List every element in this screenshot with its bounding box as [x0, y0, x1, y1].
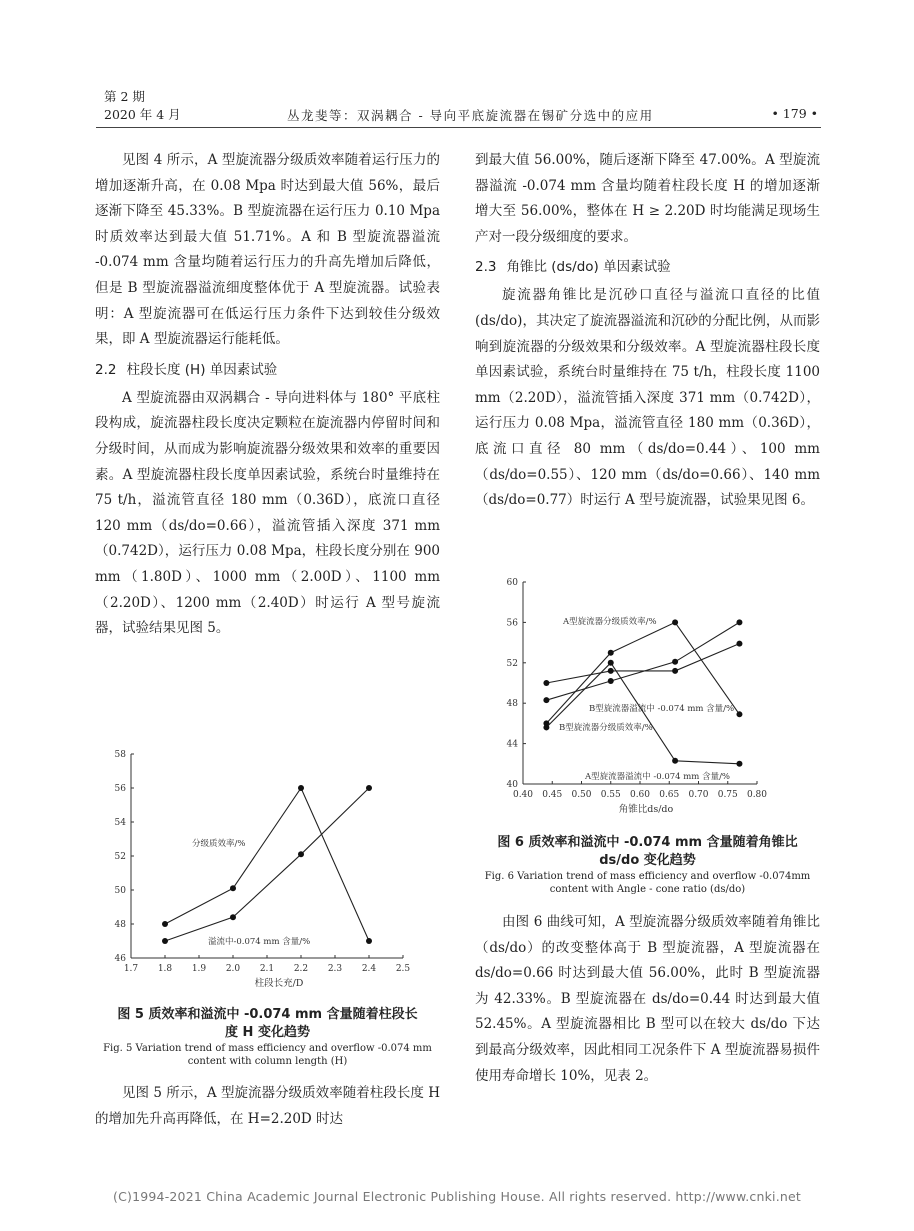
figure-6 — [475, 574, 820, 896]
data-point — [736, 761, 742, 767]
data-point — [543, 680, 549, 686]
data-point — [230, 885, 236, 891]
section-2-2-heading — [95, 358, 440, 382]
section-2-3-heading — [475, 255, 820, 279]
x-tick-label: 2.5 — [395, 964, 411, 974]
y-tick-label: 58 — [114, 750, 126, 760]
y-tick-label: 52 — [114, 852, 126, 862]
right-column-bottom — [475, 910, 820, 1091]
figure-6-chart — [475, 574, 820, 830]
section-2-2-title: 柱段长度 (H) 单因素试验 — [126, 361, 278, 378]
copyright-footer: (C)1994-2021 China Academic Journal Electronic Publishing House. All rights reserved. http://www.cnki.net — [113, 1189, 801, 1204]
series-label: A型旋流器分级质效率/% — [563, 617, 657, 627]
x-tick-label: 0.55 — [600, 790, 621, 800]
data-point — [736, 641, 742, 647]
x-tick-label: 0.75 — [717, 790, 738, 800]
figure-5-caption-en-line2: content with column length (H) — [187, 1056, 348, 1067]
data-point — [298, 785, 304, 791]
data-point — [543, 724, 549, 730]
section-2-3-number: 2.3 — [475, 259, 497, 276]
figure-5 — [95, 744, 440, 1068]
figure-6-caption-zh-line2: ds/do 变化趋势 — [599, 853, 696, 868]
data-point — [162, 921, 168, 927]
y-tick-label: 46 — [114, 954, 126, 964]
page-number: • 179 • — [771, 106, 818, 121]
x-tick-label: 2.2 — [293, 964, 309, 974]
x-axis-label: 柱段长充/D — [254, 978, 304, 989]
left-column-bottom — [95, 1081, 440, 1134]
figure-6-caption-zh — [475, 834, 820, 870]
y-tick-label: 54 — [114, 818, 126, 828]
figure-6-caption-zh-line1: 图 6 质效率和溢流中 -0.074 mm 含量随着角锥比 — [497, 835, 798, 850]
issue-date: 2020 年 4 月 — [104, 107, 181, 122]
figure-6-caption-en-line1: Fig. 6 Variation trend of mass efficiency and overflow -0.074mm — [484, 871, 811, 882]
issue-number: 第 2 期 — [104, 89, 145, 104]
issue-info — [104, 88, 181, 124]
left-paragraph-3: 见图 5 所示，A 型旋流器分级质效率随着柱段长度 H 的增加先升高再降低，在 H=2.20D 时达 — [95, 1085, 440, 1127]
left-column — [95, 148, 440, 644]
right-paragraph-3: 由图 6 曲线可知，A 型旋流器分级质效率随着角锥比（ds/do）的改变整体高于 B 型旋流器，A 型旋流器在 ds/do=0.66 时达到最大值 56.00%，此时 B 型旋流器为 42.33%。B 型旋流器在 ds/do=0.44 时达到最大值 52.45%。A 型旋流器相比 B 型可以在较大 ds/do 下达到最高分级效率，因此相同工况条件下 A 型旋流器易损件使用寿命增长 10%，见表 2。 — [475, 914, 820, 1084]
y-tick-label: 48 — [114, 920, 126, 930]
data-point — [366, 938, 372, 944]
data-point — [230, 914, 236, 920]
x-tick-label: 2.1 — [259, 964, 275, 974]
figure-6-caption-en-line2: content with Angle - cone ratio (ds/do) — [549, 884, 746, 895]
header-rule — [96, 127, 821, 128]
figure-5-caption-en — [95, 1042, 440, 1068]
x-tick-label: 0.80 — [746, 790, 768, 800]
figure-6-caption-en — [475, 870, 820, 896]
data-point — [366, 785, 372, 791]
series-label: 溢流中-0.074 mm 含量/% — [208, 937, 311, 947]
data-point — [608, 660, 614, 666]
series-label: B型旋流器分级质效率/% — [559, 723, 653, 733]
figure-5-caption-zh-line1: 图 5 质效率和溢流中 -0.074 mm 含量随着柱段长 — [117, 1007, 418, 1022]
data-point — [672, 758, 678, 764]
x-tick-label: 0.65 — [659, 790, 680, 800]
figure-5-caption-en-line1: Fig. 5 Variation trend of mass efficiency and overflow -0.074 mm — [103, 1043, 432, 1054]
data-point — [608, 678, 614, 684]
x-tick-label: 0.45 — [542, 790, 563, 800]
data-point — [672, 659, 678, 665]
series-line — [546, 644, 739, 683]
figure-5-caption-zh — [95, 1006, 440, 1042]
data-point — [162, 938, 168, 944]
right-paragraph-1: 到最大值 56.00%，随后逐渐下降至 47.00%。A 型旋流器溢流 -0.074 mm 含量均随着柱段长度 H 的增加逐渐增大至 56.00%，整体在 H ≥ 2.20D 时均能满足现场生产对一段分级细度的要求。 — [475, 152, 820, 245]
x-tick-label: 2.3 — [327, 964, 343, 974]
data-point — [608, 668, 614, 674]
x-tick-label: 0.60 — [629, 790, 651, 800]
y-tick-label: 50 — [114, 886, 126, 896]
x-tick-label: 1.9 — [191, 964, 207, 974]
x-axis-label: 角锥比ds/do — [618, 804, 674, 815]
y-tick-label: 40 — [506, 780, 518, 790]
section-2-3-title: 角锥比 (ds/do) 单因素试验 — [506, 259, 671, 276]
running-title: 丛龙斐等：双涡耦合 - 导向平底旋流器在锡矿分选中的应用 — [287, 108, 654, 123]
data-point — [543, 697, 549, 703]
section-2-2-number: 2.2 — [95, 361, 117, 378]
y-tick-label: 60 — [506, 578, 518, 588]
y-tick-label: 44 — [506, 739, 518, 750]
data-point — [608, 650, 614, 656]
x-tick-label: 2.4 — [361, 964, 377, 974]
series-label: 分级质效率/% — [192, 839, 246, 849]
x-tick-label: 0.70 — [688, 790, 709, 800]
right-paragraph-2: 旋流器角锥比是沉砂口直径与溢流口直径的比值 (ds/do)，其决定了旋流器溢流和沉砂的分配比例，从而影响到旋流器的分级效果和分级效率。A 型旋流器柱段长度单因素试验，系统台时量维持在 75 t/h，柱段长度 1100 mm（2.20D），溢流管插入深度 371 mm（0.742D），运行压力 0.08 Mpa，溢流管直径 180 mm（0.36D），底流口直径 80 mm（ds/do=0.44）、100 mm（ds/do=0.55）、120 mm（ds/do=0.66）、140 mm（ds/do=0.77）时运行 A 型号旋流器，试验果见图 6。 — [475, 287, 820, 509]
x-tick-label: 1.8 — [157, 964, 173, 974]
series-line — [546, 622, 739, 700]
y-tick-label: 52 — [506, 658, 518, 669]
series-line — [165, 788, 369, 941]
left-paragraph-2: A 型旋流器由双涡耦合 - 导向进料体与 180° 平底柱段构成，旋流器柱段长度决定颗粒在旋流器内停留时间和分级时间，从而成为影响旋流器分级效果和效率的重要因素。A 型旋流器柱段长度单因素试验，系统台时量维持在 75 t/h，溢流管直径 180 mm（0.36D），底流口直径 120 mm（ds/do=0.66），溢流管插入深度 371 mm（0.742D），运行压力 0.08 Mpa，柱段长度分别在 900 mm（1.80D）、1000 mm（2.00D）、1100 mm（2.20D）、1200 mm（2.40D）时运行 A 型号旋流器，试验结果见图 5。 — [95, 389, 440, 637]
data-point — [736, 619, 742, 625]
x-tick-label: 1.7 — [123, 964, 139, 974]
data-point — [672, 668, 678, 674]
series-line — [165, 788, 369, 941]
x-tick-label: 0.50 — [571, 790, 592, 800]
x-tick-label: 0.40 — [512, 790, 534, 800]
series-label: B型旋流器溢流中 -0.074 mm 含量/% — [589, 704, 735, 714]
data-point — [298, 851, 304, 857]
y-tick-label: 56 — [506, 618, 518, 629]
y-tick-label: 48 — [506, 699, 518, 710]
y-tick-label: 56 — [114, 784, 126, 794]
x-tick-label: 2.0 — [225, 964, 241, 974]
series-label: A型旋流器溢流中 -0.074 mm 含量/% — [585, 772, 731, 782]
data-point — [736, 711, 742, 717]
figure-5-caption-zh-line2: 度 H 变化趋势 — [225, 1025, 310, 1040]
right-column — [475, 148, 820, 516]
data-point — [672, 619, 678, 625]
figure-5-chart — [95, 744, 440, 1002]
left-paragraph-1: 见图 4 所示，A 型旋流器分级质效率随着运行压力的增加逐渐升高，在 0.08 Mpa 时达到最大值 56%，最后逐渐下降至 45.33%。B 型旋流器在运行压力 0.10 Mpa 时质效率达到最大值 51.71%。A 和 B 型旋流器溢流 -0.074 mm 含量均随着运行压力的升高先增加后降低，但是 B 型旋流器溢流细度整体优于 A 型旋流器。试验表明：A 型旋流器可在低运行压力条件下达到较佳分级效果，即 A 型旋流器运行能耗低。 — [95, 152, 440, 348]
